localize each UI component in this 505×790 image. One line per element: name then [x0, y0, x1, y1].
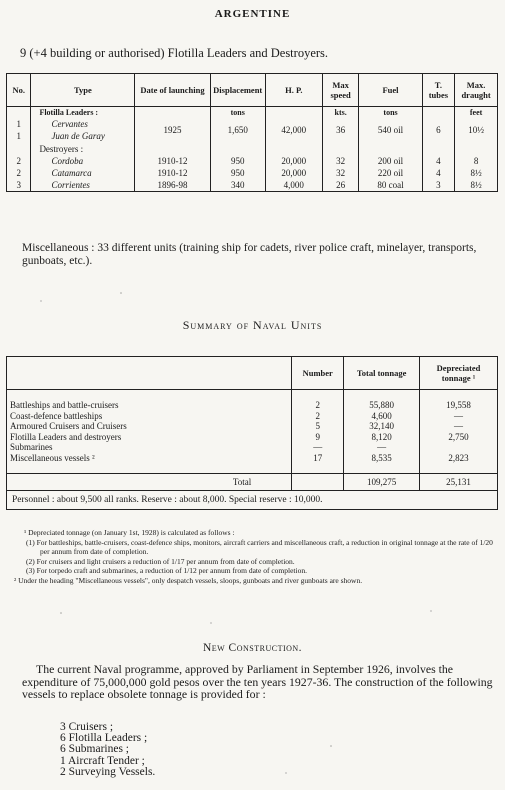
- total-row: [7, 474, 498, 491]
- scan-speck: [285, 772, 287, 774]
- unit-displacement: tons: [210, 107, 265, 119]
- unit-draught: feet: [455, 107, 498, 119]
- fleet-heading: 9 (+4 building or authorised) Flotilla Leaders and Destroyers.: [20, 46, 329, 60]
- list-item: 2 Surveying Vessels.: [60, 765, 156, 778]
- footnote-1-item: (1) For battleships, battle-cruisers, coast-defence ships, monitors, aircraft carriers and miscellaneous craft, a reduction in original tonnage at the rate of 1/20 per annum from date of completion.: [26, 537, 493, 556]
- group-label-destroyers: Destroyers :: [31, 143, 135, 155]
- header-type: Type: [31, 74, 135, 107]
- table-row: Flotilla Leaders and destroyers 9 8,120 2,750: [7, 432, 498, 443]
- header-displacement: Displacement: [210, 74, 265, 107]
- scan-speck: [210, 622, 212, 624]
- header-speed: Max speed: [322, 74, 359, 107]
- header-total-tonnage: Total tonnage: [344, 357, 420, 390]
- header-draught: Max. draught: [455, 74, 498, 107]
- total-depreciated: 25,131: [420, 474, 498, 491]
- header-depreciated-tonnage: Depreciated tonnage ¹: [420, 357, 498, 390]
- table-row: Coast-defence battleships 2 4,600 —: [7, 411, 498, 422]
- footnotes: [14, 528, 496, 585]
- scan-speck: [60, 612, 62, 614]
- scan-speck: [330, 745, 332, 747]
- header-no: No.: [7, 74, 31, 107]
- miscellaneous-note: Miscellaneous : 33 different units (training ship for cadets, river police craft, minelayer, transports, gunboats, etc.).: [22, 242, 477, 267]
- personnel-line: Personnel : about 9,500 all ranks. Reserve : about 8,000. Special reserve : 10,000.: [7, 491, 498, 510]
- table-row: 3 Corrientes 1896-98 340 4,000 26 80 coal 3 8½: [7, 180, 498, 192]
- scan-speck: [430, 610, 432, 612]
- list-item: 3 Cruisers ;: [60, 721, 114, 733]
- total-label: Total: [7, 474, 292, 491]
- list-item: 6 Submarines ;: [60, 743, 129, 756]
- header-number: Number: [292, 357, 344, 390]
- table-row: 2 Catamarca 1910-12 950 20,000 32 220 oil 4 8½: [7, 167, 498, 179]
- footnote-1-item: (3) For torpedo craft and submarines, a reduction of 1/12 per annum from date of completion.: [26, 566, 307, 575]
- scan-speck: [120, 292, 122, 294]
- summary-table: [6, 356, 498, 510]
- table-row: Submarines — —: [7, 442, 498, 453]
- header-hp: H. P.: [265, 74, 322, 107]
- group-label-leaders: Flotilla Leaders :: [31, 107, 135, 119]
- footnote-2: ² Under the heading "Miscellaneous vessels", only despatch vessels, sloops, gunboats and river gunboats are shown.: [14, 575, 363, 585]
- table-row: Armoured Cruisers and Cruisers 5 32,140 —: [7, 421, 498, 432]
- unit-speed: kts.: [322, 107, 359, 119]
- header-fuel: Fuel: [359, 74, 422, 107]
- fleet-table: [6, 73, 498, 192]
- table-row: Battleships and battle-cruisers 2 55,880 19,558: [7, 400, 498, 411]
- total-tonnage: 109,275: [344, 474, 420, 491]
- table-row: 2 Cordoba 1910-12 950 20,000 32 200 oil 4 8: [7, 155, 498, 167]
- table-row: Miscellaneous vessels ² 17 8,535 2,823: [7, 453, 498, 464]
- list-item: 6 Flotilla Leaders ;: [60, 732, 148, 745]
- new-construction-title: New Construction.: [202, 642, 303, 654]
- country-title: ARGENTINE: [214, 8, 291, 20]
- scan-speck: [40, 300, 42, 302]
- list-item: 1 Aircraft Tender ;: [60, 754, 145, 767]
- new-construction-paragraph: The current Naval programme, approved by Parliament in September 1926, involves the expenditure of 75,000,000 gold pesos over the ten years 1927-36. The construction of the following vessels to replace obsolete tonnage is provided for :: [22, 662, 493, 701]
- footnote-1-item: (2) For cruisers and light cruisers a reduction of 1/17 per annum from date of completion.: [26, 556, 295, 566]
- unit-fuel: tons: [359, 107, 422, 119]
- header-date: Date of launching: [135, 74, 210, 107]
- summary-title: Summary of Naval Units: [182, 318, 323, 332]
- table-row: 1 Cervantes 1925 1,650 42,000 36 540 oil 6 10½: [7, 119, 498, 131]
- header-tubes: T. tubes: [422, 74, 455, 107]
- footnote-1-intro: ¹ Depreciated tonnage (on January 1st, 1928) is calculated as follows :: [24, 528, 235, 537]
- table-row: 1 Juan de Garay: [7, 131, 498, 143]
- new-construction-list: [60, 722, 155, 778]
